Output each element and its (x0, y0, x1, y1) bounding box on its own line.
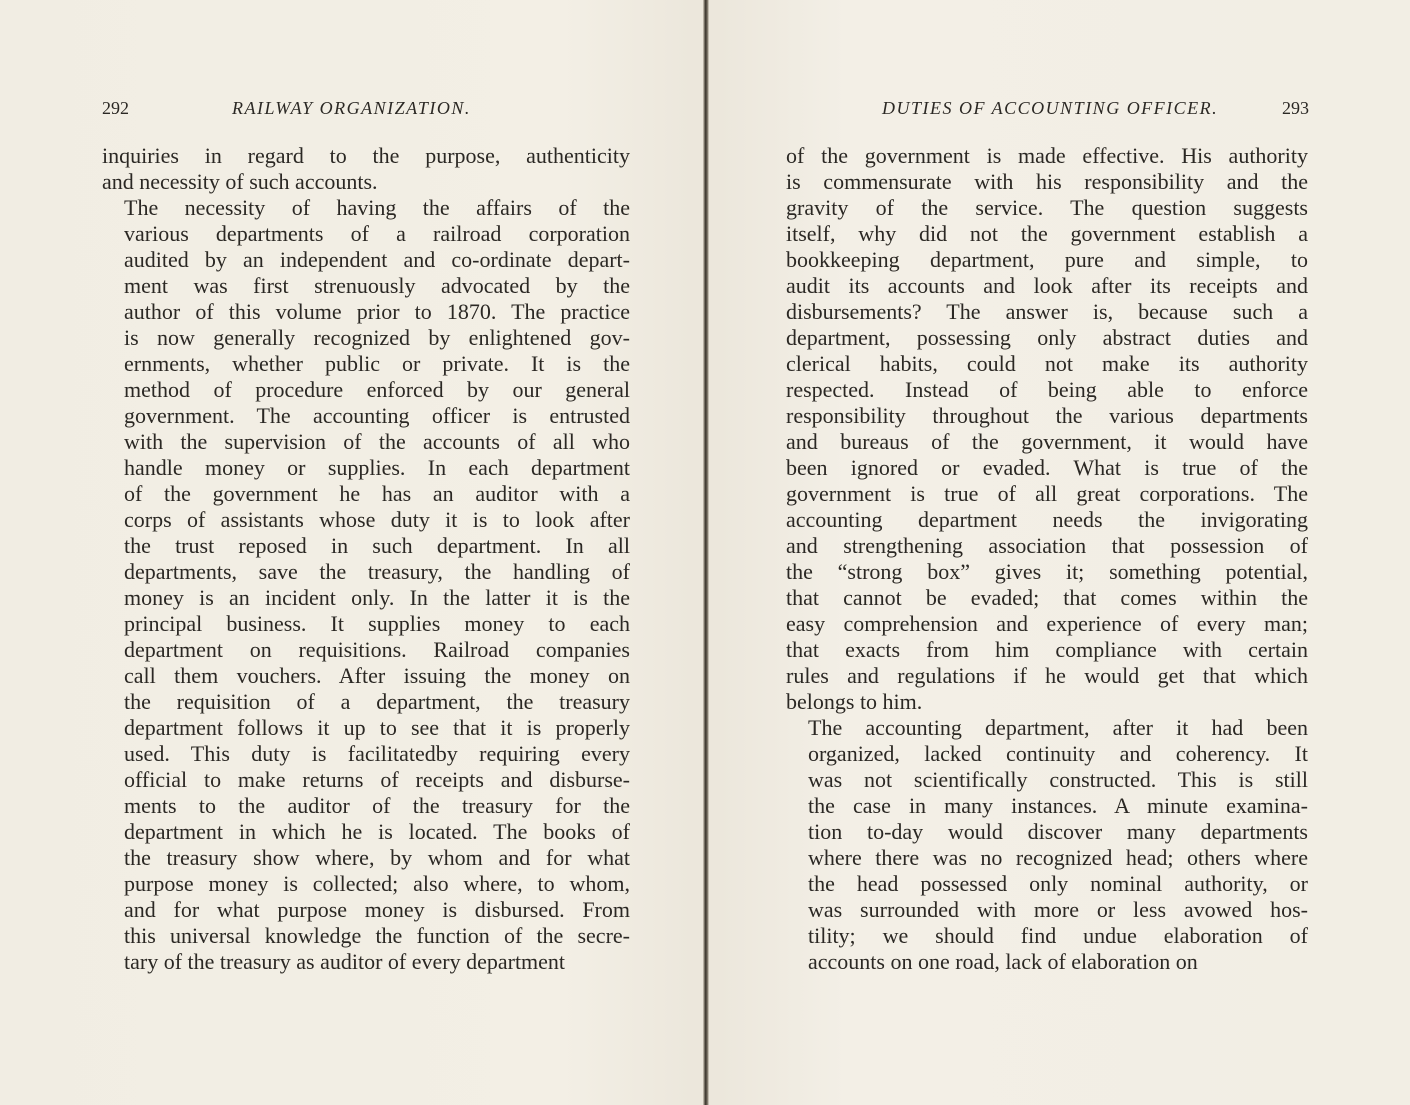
text-line: and strengthening association that possession of (786, 533, 1308, 558)
text-line: is commensurate with his responsibility and the (786, 169, 1308, 194)
text-line: call them vouchers. After issuing the money on (124, 663, 630, 688)
text-line: easy comprehension and experience of every man; (786, 611, 1308, 636)
text-line: of the government he has an auditor with a (124, 481, 630, 506)
right-running-head: DUTIES OF ACCOUNTING OFFICER. (882, 98, 1219, 118)
text-line: inquiries in regard to the purpose, authenticity (102, 143, 630, 168)
text-line: the case in many instances. A minute examina- (808, 793, 1308, 818)
text-line: The accounting department, after it had been (808, 715, 1308, 740)
left-page (0, 0, 703, 1105)
text-line: belongs to him. (786, 689, 923, 714)
text-line: various departments of a railroad corporation (124, 221, 630, 246)
text-line: the requisition of a department, the treasury (124, 689, 630, 714)
text-line: the trust reposed in such department. In all (124, 533, 630, 558)
text-line: author of this volume prior to 1870. The practice (124, 299, 630, 324)
left-running-head: RAILWAY ORGANIZATION. (232, 98, 471, 118)
text-line: audited by an independent and co-ordinate depart- (124, 247, 630, 272)
text-line: was not scientifically constructed. This is still (808, 767, 1308, 792)
text-line: clerical habits, could not make its authority (786, 351, 1308, 376)
text-line: and bureaus of the government, it would have (786, 429, 1308, 454)
paragraph (102, 195, 630, 975)
text-line: The necessity of having the affairs of the (124, 195, 630, 220)
text-line: respected. Instead of being able to enforce (786, 377, 1308, 402)
left-page-number: 292 (102, 98, 129, 118)
text-line: and necessity of such accounts. (102, 169, 378, 194)
text-line: bookkeeping department, pure and simple, to (786, 247, 1308, 272)
text-line: itself, why did not the government establish a (786, 221, 1308, 246)
text-line: this universal knowledge the function of the secre- (124, 923, 630, 948)
text-line: is now generally recognized by enlightened gov- (124, 325, 630, 350)
text-line: corps of assistants whose duty it is to look after (124, 507, 630, 532)
text-line: rules and regulations if he would get that which (786, 663, 1308, 688)
text-line: tary of the treasury as auditor of every department (124, 949, 566, 974)
text-line: disbursements? The answer is, because such a (786, 299, 1308, 324)
text-line: department in which he is located. The books of (124, 819, 630, 844)
text-line: the head possessed only nominal authority, or (808, 871, 1308, 896)
text-line: used. This duty is facilitatedby requiring every (124, 741, 630, 766)
text-line: was surrounded with more or less avowed hos- (808, 897, 1308, 922)
text-line: the “strong box” gives it; something potential, (786, 559, 1308, 584)
text-line: government is true of all great corporations. The (786, 481, 1308, 506)
text-line: been ignored or evaded. What is true of the (786, 455, 1308, 480)
text-line: gravity of the service. The question suggests (786, 195, 1308, 220)
right-page-body (786, 143, 1308, 975)
text-line: ments to the auditor of the treasury for the (124, 793, 630, 818)
text-line: with the supervision of the accounts of all who (124, 429, 630, 454)
text-line: tion to-day would discover many departments (808, 819, 1308, 844)
paragraph (102, 143, 630, 195)
text-line: method of procedure enforced by our general (124, 377, 630, 402)
text-line: accounts on one road, lack of elaboration on (808, 949, 1198, 974)
text-line: the treasury show where, by whom and for what (124, 845, 630, 870)
text-line: department follows it up to see that it is properly (124, 715, 630, 740)
paragraph (786, 715, 1308, 975)
right-page-number: 293 (1282, 98, 1309, 118)
text-line: organized, lacked continuity and coherency. It (808, 741, 1308, 766)
text-line: that cannot be evaded; that comes within the (786, 585, 1308, 610)
text-line: accounting department needs the invigorating (786, 507, 1308, 532)
text-line: of the government is made effective. His authority (786, 143, 1308, 168)
text-line: responsibility throughout the various departments (786, 403, 1308, 428)
text-line: departments, save the treasury, the handling of (124, 559, 630, 584)
left-page-body (102, 143, 630, 975)
text-line: where there was no recognized head; others where (808, 845, 1308, 870)
text-line: department, possessing only abstract duties and (786, 325, 1308, 350)
right-page (709, 0, 1410, 1105)
text-line: handle money or supplies. In each department (124, 455, 630, 480)
text-line: government. The accounting officer is entrusted (124, 403, 630, 428)
text-line: and for what purpose money is disbursed. From (124, 897, 630, 922)
paragraph (786, 143, 1308, 715)
text-line: purpose money is collected; also where, to whom, (124, 871, 630, 896)
text-line: ernments, whether public or private. It is the (124, 351, 630, 376)
text-line: tility; we should find undue elaboration of (808, 923, 1308, 948)
text-line: audit its accounts and look after its receipts and (786, 273, 1308, 298)
text-line: official to make returns of receipts and disburse- (124, 767, 630, 792)
text-line: ment was first strenuously advocated by the (124, 273, 630, 298)
text-line: money is an incident only. In the latter it is the (124, 585, 630, 610)
text-line: principal business. It supplies money to each (124, 611, 630, 636)
text-line: department on requisitions. Railroad companies (124, 637, 630, 662)
text-line: that exacts from him compliance with certain (786, 637, 1308, 662)
